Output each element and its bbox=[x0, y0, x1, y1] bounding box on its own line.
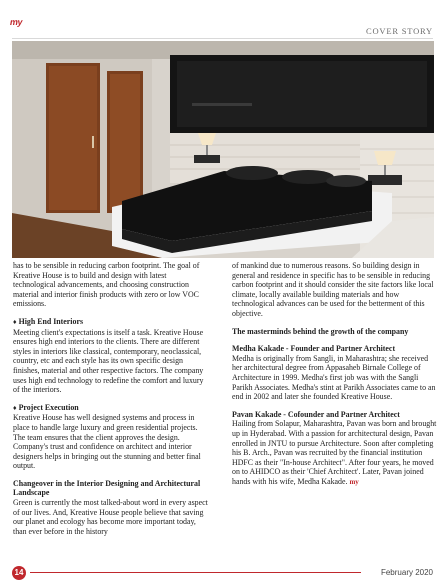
page-footer bbox=[0, 562, 447, 586]
paragraph: Medha is originally from Sangli, in Maharashtra; she received her architectural degree from Appasaheb Birnale College of Architecture in 1999. Medha's first job was with the Sangli Parikh Associates. Medha's stint at Parikh Associates came to an end in 2002 and later she founded Kreative House. bbox=[232, 353, 436, 402]
person-pavan bbox=[232, 410, 438, 488]
footer-divider bbox=[30, 572, 361, 573]
paragraph: has to be sensible in reducing carbon footprint. The goal of Kreative House is to build and design with latest technological advancements, and choosing construction material and interior finish products with zero or low VOC emissions. bbox=[13, 261, 200, 309]
bedroom-photo bbox=[12, 41, 434, 258]
person-heading: Pavan Kakade - Cofounder and Partner Architect bbox=[232, 409, 400, 419]
header-divider bbox=[12, 38, 433, 39]
section-label: COVER STORY bbox=[366, 26, 433, 36]
diamond-bullet-icon: ♦ bbox=[13, 403, 17, 412]
section-high-end-interiors bbox=[13, 317, 209, 395]
right-column bbox=[232, 261, 438, 495]
person-medha bbox=[232, 344, 438, 402]
issue-date: February 2020 bbox=[380, 568, 433, 577]
magazine-logo: my bbox=[9, 17, 23, 27]
diamond-bullet-icon: ♦ bbox=[13, 317, 17, 326]
section-heading: ♦ High End Interiors bbox=[13, 316, 84, 326]
person-heading: Medha Kakade - Founder and Partner Architect bbox=[232, 344, 396, 354]
paragraph: Kreative House has well designed systems and process in place to handle large luxury and green residential projects. The team ensures that the client approves the design. Company's trust and confidence on architect and interior designers helps in bringing out the stunning and better final output. bbox=[13, 413, 201, 471]
paragraph: Green is currently the most talked-about word in every aspect of our lives. And, Kreative House people believe that saving our planet and ecology has become more important today, than ever before in the history bbox=[13, 498, 208, 536]
section-heading: ♦ Project Execution bbox=[13, 402, 79, 412]
end-mark-logo: my bbox=[349, 477, 359, 486]
page-number: 14 bbox=[12, 566, 26, 580]
section-project-execution bbox=[13, 403, 209, 471]
left-column bbox=[13, 261, 209, 544]
paragraph: of mankind due to numerous reasons. So building design in general and residence in specific has to be sensible in reducing carbon footprint and it should consider the site factors like local climate, locally available building materials and how technological advances can be used for the betterment of this objective. bbox=[232, 261, 434, 318]
section-changeover bbox=[13, 479, 209, 537]
paragraph: Meeting client's expectations is itself a task. Kreative House ensures high end interiors to the clients. There are different styles in interiors like classical, contemporary, neoclassical, country, etc and each style has its own specific design finishes, material and other respective factors. The company uses high end technology to redefine the comfort and luxury of the interiors. bbox=[13, 327, 204, 395]
paragraph: Hailing from Solapur, Maharashtra, Pavan was born and brought up in Hyderabad. With a passion for architectural design, Pavan enrolled in JNTU to pursue Architecture. Soon after completing his B. Arch., Pavan was recruited by the financial institution HDFC as their "In-house Architect". After four years, he moved on to AHIDCO as their 'Chief Architect'. Later, Pavan joined hands with his wife, Medha Kakade. my bbox=[232, 419, 437, 486]
page-header bbox=[0, 0, 447, 36]
section-heading: The masterminds behind the growth of the company bbox=[232, 326, 409, 336]
section-heading: Changeover in the Interior Designing and Architectural Landscape bbox=[13, 478, 201, 498]
